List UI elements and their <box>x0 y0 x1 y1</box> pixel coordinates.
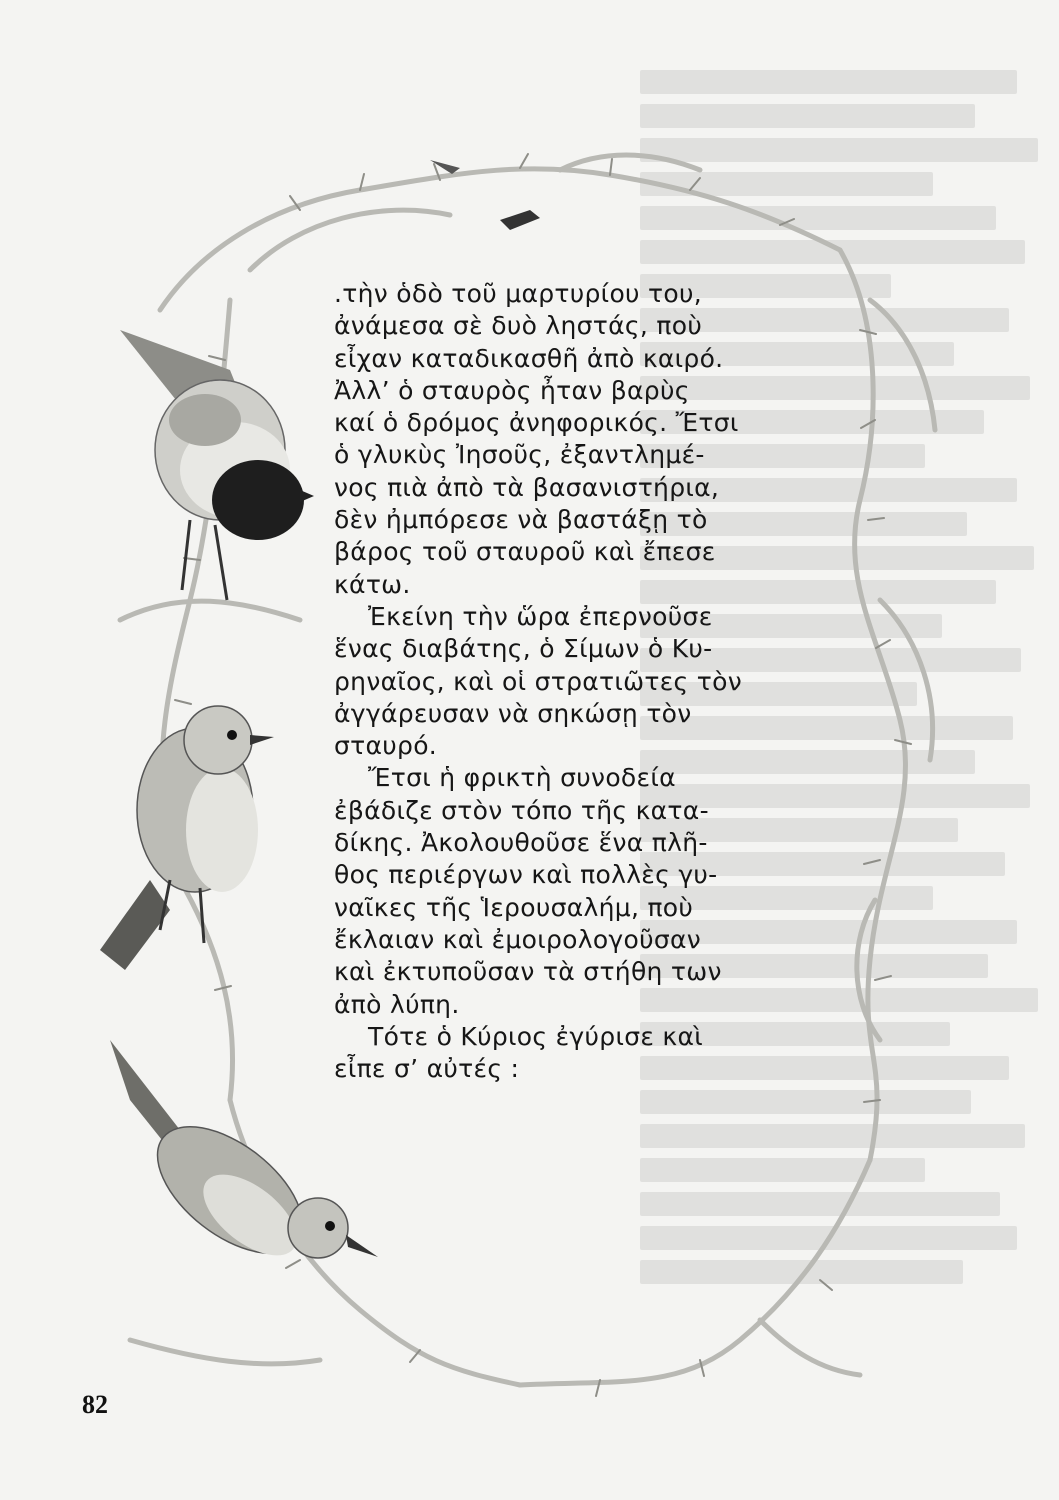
story-text <box>334 278 774 1085</box>
text-line: νος πιὰ ἀπὸ τὰ βασανιστήρια, <box>334 472 720 502</box>
text-line: Ἔτσι ἡ φρικτὴ συνοδεία <box>368 763 676 793</box>
text-line: ἔκλαιαν καὶ ἐμοιρολογοῦσαν <box>334 924 702 954</box>
text-line: ρηναῖος, καὶ οἱ στρατιῶτες τὸν <box>334 666 742 696</box>
text-line: ὁ γλυκὺς Ἰησοῦς, ἐξαντλημέ- <box>334 440 705 470</box>
paragraph-3 <box>334 762 774 1020</box>
paragraph-1 <box>334 278 774 601</box>
paragraph-4 <box>334 1021 774 1086</box>
text-line: βάρος τοῦ σταυροῦ καὶ ἔπεσε <box>334 537 716 567</box>
text-line: δίκης. Ἀκολουθοῦσε ἕνα πλῆ- <box>334 828 708 858</box>
stonechat-bird <box>120 330 314 600</box>
text-line: ἀγγάρευσαν νὰ σηκώσῃ τὸν <box>334 698 692 728</box>
text-line: κάτω. <box>334 569 411 599</box>
text-line: θος περιέργων καὶ πολλὲς γυ- <box>334 860 718 890</box>
robin-bird <box>100 706 274 970</box>
text-line: Ἐκείνη τὴν ὥρα ἐπερνοῦσε <box>368 601 713 631</box>
text-line: Ἀλλ’ ὁ σταυρὸς ἦταν βαρὺς <box>334 375 690 405</box>
text-line: ἀπὸ λύπη. <box>334 989 460 1019</box>
paragraph-2 <box>334 601 774 762</box>
text-line: ἕνας διαβάτης, ὁ Σίμων ὁ Κυ- <box>334 634 713 664</box>
text-line: καὶ ἐκτυποῦσαν τὰ στήθη των <box>334 957 722 987</box>
text-line: ἐβάδιζε στὸν τόπο τῆς κατα- <box>334 795 709 825</box>
text-line: σταυρό. <box>334 731 438 761</box>
text-line: ναῖκες τῆς Ἱερουσαλήμ, ποὺ <box>334 892 694 922</box>
text-line: δὲν ἠμπόρεσε νὰ βαστάξῃ τὸ <box>334 505 708 535</box>
text-line: ἀνάμεσα σὲ δυὸ ληστάς, ποὺ <box>334 311 703 341</box>
text-line: Τότε ὁ Κύριος ἐγύρισε καὶ <box>368 1021 704 1051</box>
text-line: καί ὁ δρόμος ἀνηφορικός. Ἔτσι <box>334 408 739 438</box>
text-line: εἶπε σ’ αὐτές : <box>334 1054 520 1084</box>
page-number: 82 <box>82 1390 108 1419</box>
text-line: εἶχαν καταδικασθῆ ἀπὸ καιρό. <box>334 343 724 373</box>
text-line: .τὴν ὁδὸ τοῦ μαρτυρίου του, <box>334 279 703 308</box>
